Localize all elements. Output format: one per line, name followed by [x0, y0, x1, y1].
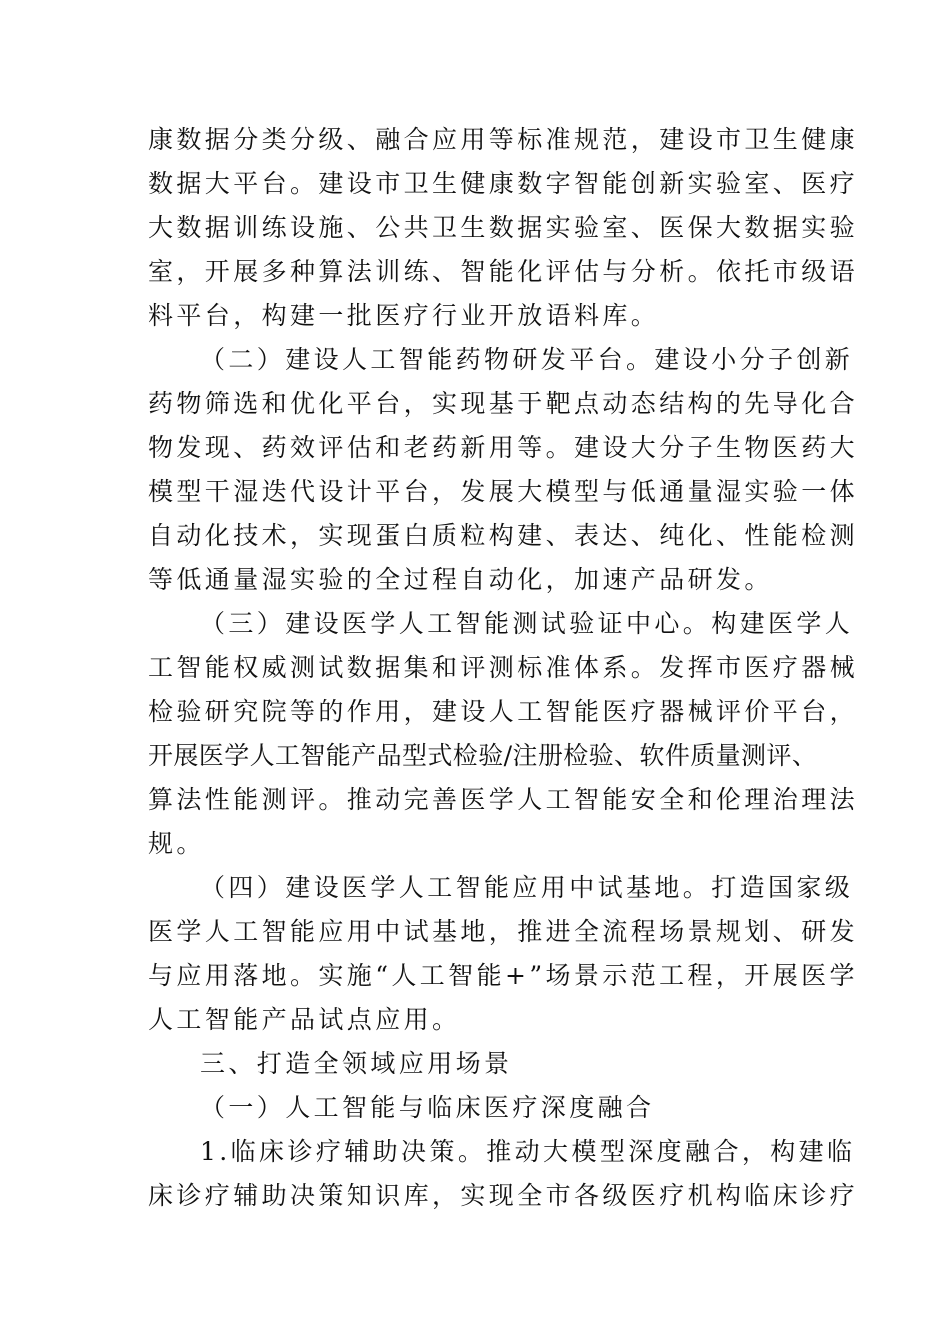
text-line: 模型干湿迭代设计平台，发展大模型与低通量湿实验一体	[148, 477, 859, 506]
paragraph-heading-line: 1.临床诊疗辅助决策。推动大模型深度融合，构建临	[200, 1137, 856, 1166]
text-line: 等低通量湿实验的全过程自动化，加速产品研发。	[148, 565, 773, 594]
text-line: 床诊疗辅助决策知识库，实现全市各级医疗机构临床诊疗	[148, 1181, 859, 1210]
paragraph-heading-line: （二）建设人工智能药物研发平台。建设小分子创新	[200, 345, 854, 374]
paragraph-heading-line: （四）建设医学人工智能应用中试基地。打造国家级	[200, 873, 854, 902]
text-line: 开展医学人工智能产品型式检验/注册检验、软件质量测评、	[148, 741, 818, 770]
text-line: 物发现、药效评估和老药新用等。建设大分子生物医药大	[148, 433, 859, 462]
text-line: 大数据训练设施、公共卫生数据实验室、医保大数据实验	[148, 213, 859, 242]
text-line: 医学人工智能应用中试基地，推进全流程场景规划、研发	[148, 917, 859, 946]
text-line: 工智能权威测试数据集和评测标准体系。发挥市医疗器械	[148, 653, 859, 682]
text-line: 药物筛选和优化平台，实现基于靶点动态结构的先导化合	[148, 389, 859, 418]
text-line: 人工智能产品试点应用。	[148, 1005, 461, 1034]
text-line: 康数据分类分级、融合应用等标准规范，建设市卫生健康	[148, 125, 859, 154]
document-body	[148, 118, 859, 1218]
text-line: 自动化技术，实现蛋白质粒构建、表达、纯化、性能检测	[148, 521, 859, 550]
text-line: 规。	[148, 829, 205, 858]
text-line: 数据大平台。建设市卫生健康数字智能创新实验室、医疗	[148, 169, 859, 198]
subsection-heading: （一）人工智能与临床医疗深度融合	[200, 1093, 655, 1122]
section-heading: 三、打造全领域应用场景	[200, 1049, 513, 1078]
text-line: 检验研究院等的作用，建设人工智能医疗器械评价平台，	[148, 697, 859, 726]
text-line: 与应用落地。实施“人工智能+”场景示范工程，开展医学	[148, 961, 858, 990]
text-line: 算法性能测评。推动完善医学人工智能安全和伦理治理法	[148, 785, 859, 814]
text-line: 料平台，构建一批医疗行业开放语料库。	[148, 301, 660, 330]
text-line: 室，开展多种算法训练、智能化评估与分析。依托市级语	[148, 257, 859, 286]
paragraph-heading-line: （三）建设医学人工智能测试验证中心。构建医学人	[200, 609, 854, 638]
